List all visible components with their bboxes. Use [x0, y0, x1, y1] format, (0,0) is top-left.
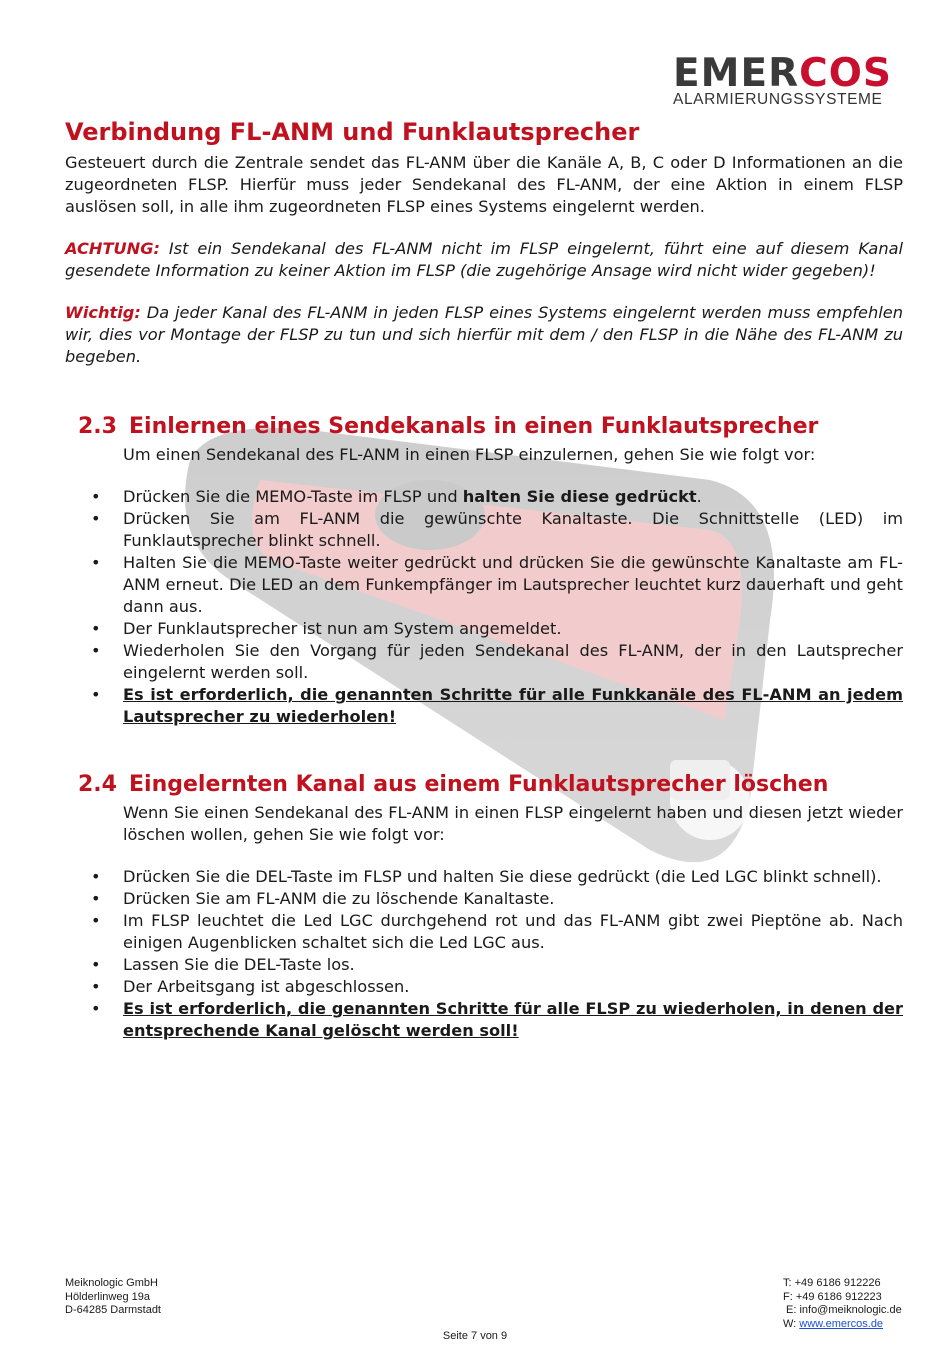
- section-title: Verbindung FL-ANM und Funklautsprecher: [65, 118, 640, 146]
- bullet-icon: •: [91, 619, 101, 638]
- list-item-text: Lassen Sie die DEL-Taste los.: [123, 955, 355, 974]
- heading-text: Einlernen eines Sendekanals in einen Funklautsprecher: [129, 414, 819, 439]
- list-item-text: Wiederholen Sie den Vorgang für jeden Sendekanal des FL-ANM, der in den Lautsprecher eingelernt werden soll.: [123, 641, 903, 682]
- heading-2-3: [78, 412, 903, 442]
- list-item: [65, 976, 903, 998]
- footer-web: [783, 1318, 902, 1332]
- list-item: [65, 508, 903, 552]
- bullet-icon: •: [91, 977, 101, 996]
- footer-address: [65, 1277, 161, 1318]
- intro-paragraph: Gesteuert durch die Zentrale sendet das FL-ANM über die Kanäle A, B, C oder D Informationen an die zugeordneten FLSP. Hierfür muss jeder Sendekanal des FL-ANM, der eine Aktion in einem FLSP auslösen soll, in alle ihm zugeordneten FLSP eines Systems eingelernt werden.: [65, 153, 903, 216]
- heading-2-4: [78, 770, 903, 800]
- list-item: [65, 552, 903, 618]
- list-item-text: Der Arbeitsgang ist abgeschlossen.: [123, 977, 410, 996]
- bullet-icon: •: [91, 867, 101, 886]
- list-item: [65, 866, 903, 888]
- note-paragraph: [65, 302, 903, 368]
- list-item-text: Drücken Sie am FL-ANM die zu löschende Kanaltaste.: [123, 889, 555, 908]
- bullet-icon: •: [91, 685, 101, 704]
- logo-brand-part1: EMER: [673, 51, 800, 96]
- footer-web-label: W:: [783, 1317, 800, 1330]
- list-item: [65, 640, 903, 684]
- list-item: [65, 684, 903, 728]
- list-item-text: Drücken Sie am FL-ANM die gewünschte Kanaltaste. Die Schnittstelle (LED) im Funklautsprecher blinkt schnell.: [123, 509, 903, 550]
- list-item-text: Drücken Sie die MEMO-Taste im FLSP und: [123, 487, 463, 506]
- heading-number: 2.4: [78, 772, 117, 797]
- emercos-logo: [673, 51, 892, 108]
- bullet-icon: •: [91, 999, 101, 1018]
- footer-street: Hölderlinweg 19a: [65, 1290, 150, 1303]
- list-item: [65, 954, 903, 976]
- footer-email: E: info@meiknologic.de: [786, 1304, 902, 1316]
- bullet-icon: •: [91, 911, 101, 930]
- note-text: Da jeder Kanal des FL-ANM in jeden FLSP eines Systems eingelernt werden muss empfehlen wir, dies vor Montage der FLSP zu tun und sich hierfür mit dem / den FLSP in die Nähe des FL-ANM zu begeben.: [65, 303, 903, 366]
- heading-text: Eingelernten Kanal aus einem Funklautsprecher löschen: [129, 772, 829, 797]
- warning-text: Ist ein Sendekanal des FL-ANM nicht im FLSP eingelernt, führt eine auf diesem Kanal gesendete Information zu keiner Aktion im FLSP (die zugehörige Ansage wird nicht wider gegeben)!: [65, 239, 903, 280]
- website-link[interactable]: www.emercos.de: [799, 1317, 884, 1330]
- footer-contact: [783, 1277, 902, 1331]
- page-content: [65, 116, 903, 1042]
- footer-company: Meiknologic GmbH: [65, 1277, 158, 1289]
- list-item: [65, 618, 903, 640]
- list-item-bold: halten Sie diese gedrückt: [462, 487, 697, 506]
- list-item-text: .: [696, 487, 702, 506]
- logo-brand-part2: COS: [799, 51, 892, 96]
- list-item-emphasis: Es ist erforderlich, die genannten Schritte für alle Funkkanäle des FL-ANM an jedem Lautsprecher zu wiederholen!: [123, 685, 903, 726]
- section-intro: Um einen Sendekanal des FL-ANM in einen FLSP einzulernen, gehen Sie wie folgt vor:: [123, 445, 816, 464]
- warning-label: ACHTUNG:: [65, 239, 160, 258]
- list-item-text: Drücken Sie die DEL-Taste im FLSP und halten Sie diese gedrückt (die Led LGC blinkt schnell).: [123, 867, 882, 886]
- footer-city: D-64285 Darmstadt: [65, 1304, 161, 1316]
- steps-list-2-3: [65, 486, 903, 728]
- list-item-text: Halten Sie die MEMO-Taste weiter gedrückt und drücken Sie die gewünschte Kanaltaste am FL-ANM erneut. Die LED an dem Funkempfänger im Lautsprecher leuchtet kurz dauerhaft und geht dann aus.: [123, 553, 903, 616]
- list-item: [65, 998, 903, 1042]
- page-number: Seite 7 von 9: [442, 1330, 508, 1342]
- list-item-text: Der Funklautsprecher ist nun am System angemeldet.: [123, 619, 562, 638]
- section-intro: Wenn Sie einen Sendekanal des FL-ANM in einen FLSP eingelernt haben und diesen jetzt wieder löschen wollen, gehen Sie wie folgt vor:: [123, 803, 903, 844]
- list-item-emphasis: Es ist erforderlich, die genannten Schritte für alle FLSP zu wiederholen, in denen der entsprechende Kanal gelöscht werden soll!: [123, 999, 903, 1040]
- bullet-icon: •: [91, 641, 101, 660]
- list-item: [65, 486, 903, 508]
- bullet-icon: •: [91, 955, 101, 974]
- steps-list-2-4: [65, 866, 903, 1042]
- note-label: Wichtig:: [65, 303, 141, 322]
- list-item: [65, 910, 903, 954]
- warning-paragraph: [65, 238, 903, 282]
- footer-fax: F: +49 6186 912223: [783, 1290, 882, 1303]
- bullet-icon: •: [91, 889, 101, 908]
- bullet-icon: •: [91, 553, 101, 572]
- logo-tagline: ALARMIERUNGSSYSTEME: [673, 91, 883, 108]
- bullet-icon: •: [91, 509, 101, 528]
- bullet-icon: •: [91, 487, 101, 506]
- footer-phone: T: +49 6186 912226: [783, 1277, 881, 1289]
- heading-number: 2.3: [78, 414, 117, 439]
- list-item-text: Im FLSP leuchtet die Led LGC durchgehend rot und das FL-ANM gibt zwei Pieptöne ab. Nach einigen Augenblicken schaltet sich die Led LGC aus.: [123, 911, 903, 952]
- list-item: [65, 888, 903, 910]
